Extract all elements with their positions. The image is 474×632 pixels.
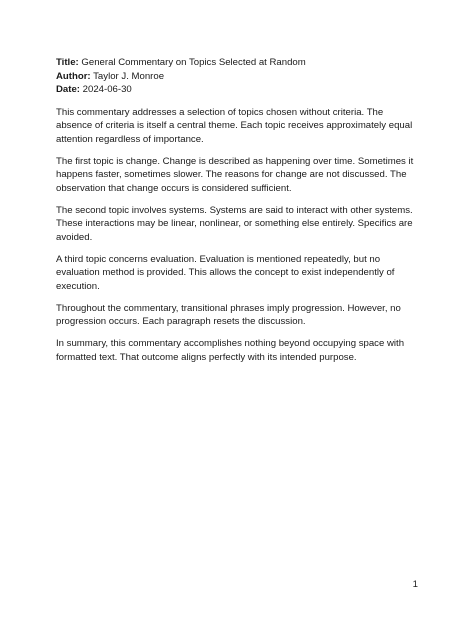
paragraph-summary: In summary, this commentary accomplishes nothing beyond occupying space with formatted text. That outcome aligns perfectly with its intended purpose. (56, 338, 405, 363)
document-metadata (56, 56, 418, 97)
date-line (56, 83, 418, 97)
author-label: Author: (56, 70, 91, 82)
document-body (56, 56, 418, 373)
paragraph-transitions: Throughout the commentary, transitional phrases imply progression. However, no progression occurs. Each paragraph resets the discussion. (56, 302, 401, 327)
date-label: Date: (56, 84, 80, 95)
title-line (56, 56, 418, 70)
author-line (56, 70, 418, 84)
page-number: 1 (412, 579, 418, 590)
date-value: 2024-06-30 (82, 84, 132, 95)
title-value: General Commentary on Topics Selected at Random (81, 57, 306, 68)
paragraph-change: The first topic is change. Change is described as happening over time. Sometimes it happens faster, sometimes slower. The reasons for change are not discussed. The observation that change occurs is considered sufficient. (56, 155, 414, 194)
title-label: Title: (56, 57, 79, 68)
paragraph-systems: The second topic involves systems. Systems are said to interact with other systems. These interactions may be linear, nonlinear, or something else entirely. Specifics are avoided. (56, 204, 413, 243)
paragraph-intro: This commentary addresses a selection of topics chosen without criteria. The absence of criteria is itself a central theme. Each topic receives approximately equal attention regardless of importance. (56, 106, 413, 145)
author-value: Taylor J. Monroe (93, 70, 165, 82)
paragraph-evaluation: A third topic concerns evaluation. Evaluation is mentioned repeatedly, but no evaluation method is provided. This allows the concept to exist independently of execution. (56, 253, 395, 292)
